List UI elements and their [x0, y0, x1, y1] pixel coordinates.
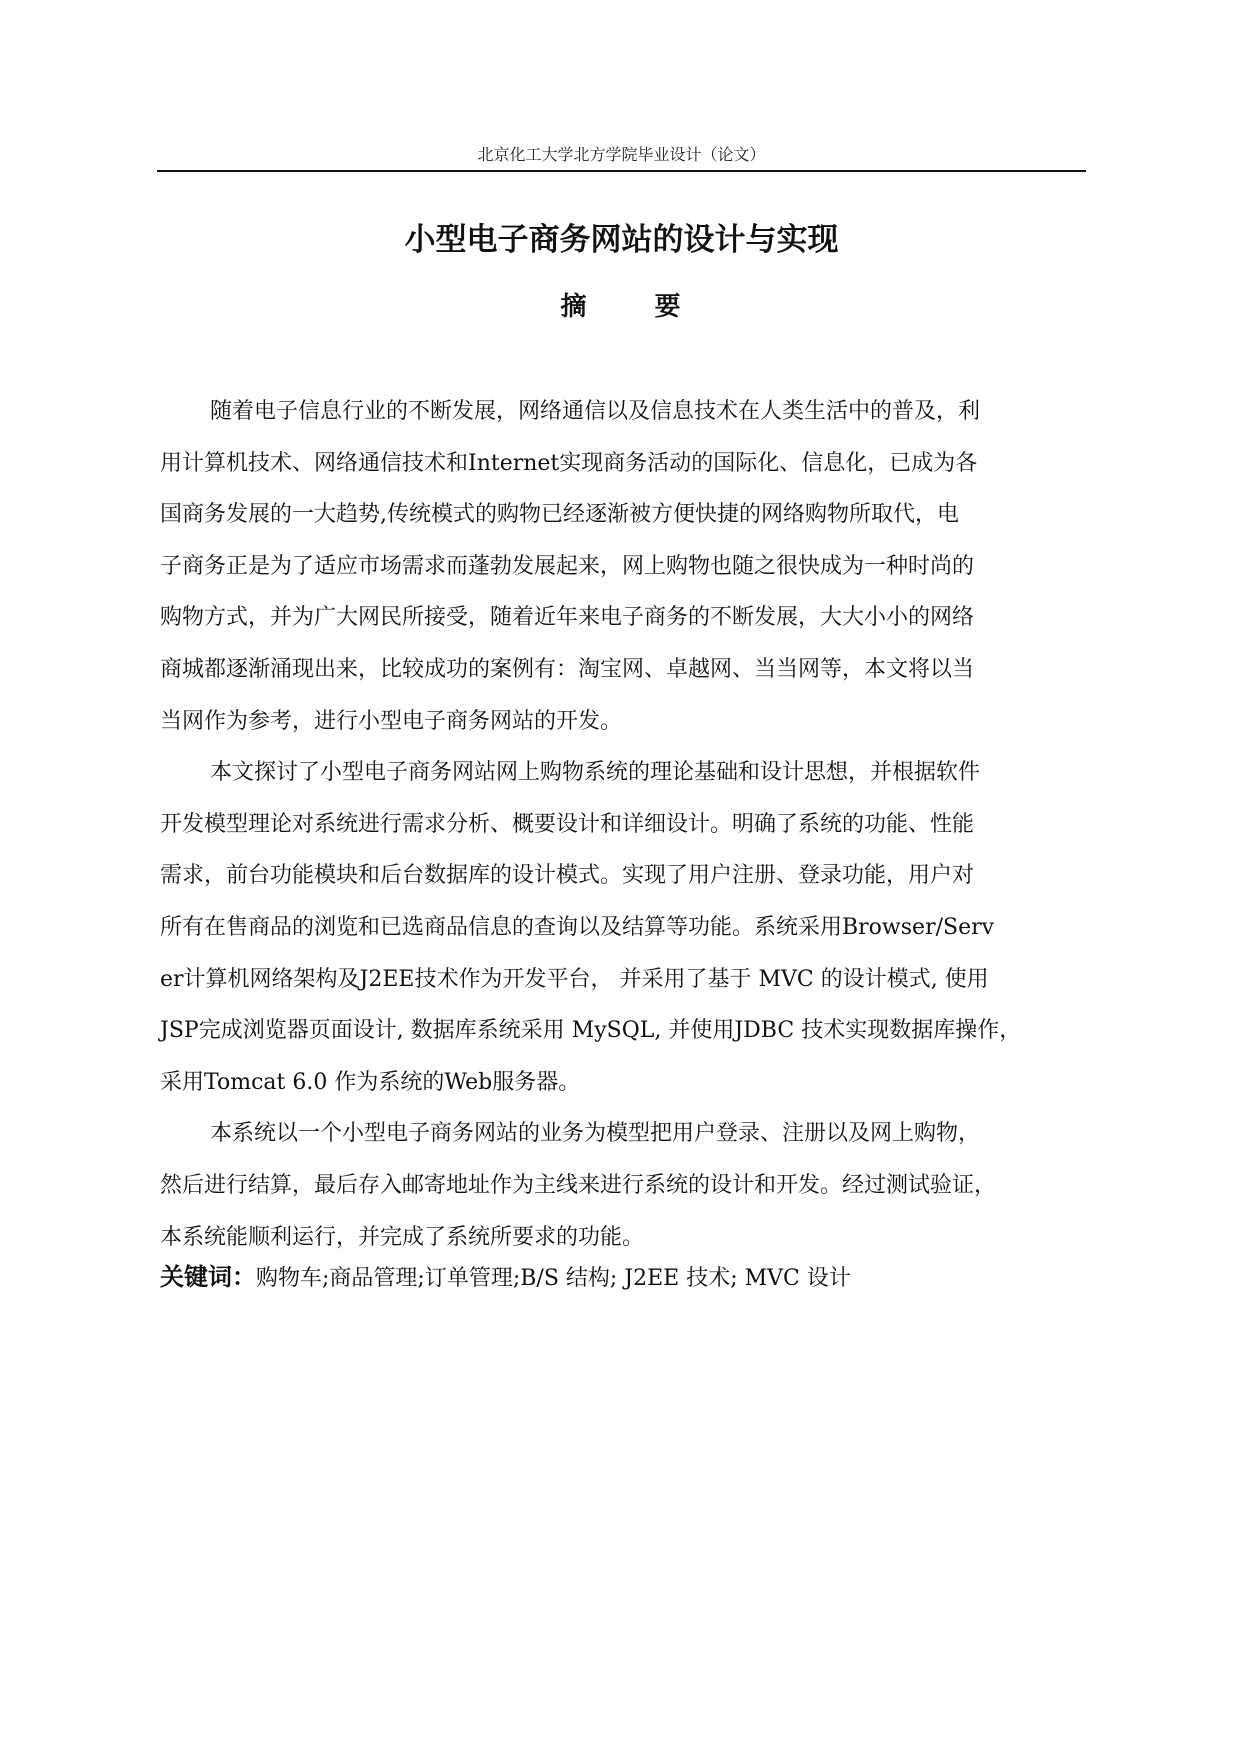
paragraph-2-line: 需求，前台功能模块和后台数据库的设计模式。实现了用户注册、登录功能，用户对 [160, 863, 975, 889]
paragraph-1-line: 子商务正是为了适应市场需求而蓬勃发展起来，网上购物也随之很快成为一种时尚的 [160, 553, 975, 579]
document-title: 小型电子商务网站的设计与实现 [404, 222, 839, 258]
paragraph-3-line: 本系统能顺利运行，并完成了系统所要求的功能。 [160, 1224, 645, 1250]
keywords [160, 1257, 1085, 1299]
paragraph-1-line: 当网作为参考，进行小型电子商务网站的开发。 [160, 708, 623, 734]
paragraph-2-line: JSP完成浏览器页面设计, 数据库系统采用 MySQL, 并使用JDBC 技术实现数据库操作， [160, 1018, 1022, 1044]
paragraph-1-line: 商城都逐渐涌现出来，比较成功的案例有：淘宝网、卓越网、当当网等，本文将以当 [160, 656, 975, 682]
paragraph-3-line: 本系统以一个小型电子商务网站的业务为模型把用户登录、注册以及网上购物， [210, 1121, 981, 1147]
paragraph-3-line: 然后进行结算，最后存入邮寄地址作为主线来进行系统的设计和开发。经过测试验证， [160, 1172, 997, 1198]
paragraph-1-line: 用计算机技术、网络通信技术和Internet实现商务活动的国际化、信息化，已成为各 [160, 450, 978, 476]
keywords-label: 关键词： [160, 1263, 256, 1291]
paragraph-2-line: 采用Tomcat 6.0 作为系统的Web服务器。 [160, 1069, 581, 1095]
header-rule [157, 170, 1086, 172]
running-header: 北京化工大学北方学院毕业设计（论文） [477, 145, 766, 164]
paragraph-2-line: 本文探讨了小型电子商务网站网上购物系统的理论基础和设计思想，并根据软件 [210, 760, 981, 786]
paragraph-1-line: 随着电子信息行业的不断发展，网络通信以及信息技术在人类生活中的普及，利 [210, 399, 981, 424]
abstract-heading [157, 285, 1086, 329]
paragraph-2-line: 所有在售商品的浏览和已选商品信息的查询以及结算等功能。系统采用Browser/Serv [160, 914, 995, 940]
abstract-heading-char-2: 要 [654, 292, 683, 322]
abstract-heading-char-1: 摘 [560, 292, 589, 322]
paragraph-1-line: 购物方式，并为广大网民所接受，随着近年来电子商务的不断发展，大大小小的网络 [160, 605, 975, 631]
paragraph-2-line: er计算机网络架构及J2EE技术作为开发平台， 并采用了基于 MVC 的设计模式, 使用 [160, 966, 989, 992]
paragraph-2-line: 开发模型理论对系统进行需求分析、概要设计和详细设计。明确了系统的功能、性能 [160, 811, 975, 837]
paragraph-1-line: 国商务发展的一大趋势,传统模式的购物已经逐渐被方便快捷的网络购物所取代，电 [160, 502, 959, 528]
keywords-text: 购物车;商品管理;订单管理;B/S 结构; J2EE 技术; MVC 设计 [256, 1266, 851, 1291]
abstract-body [160, 386, 1085, 1263]
